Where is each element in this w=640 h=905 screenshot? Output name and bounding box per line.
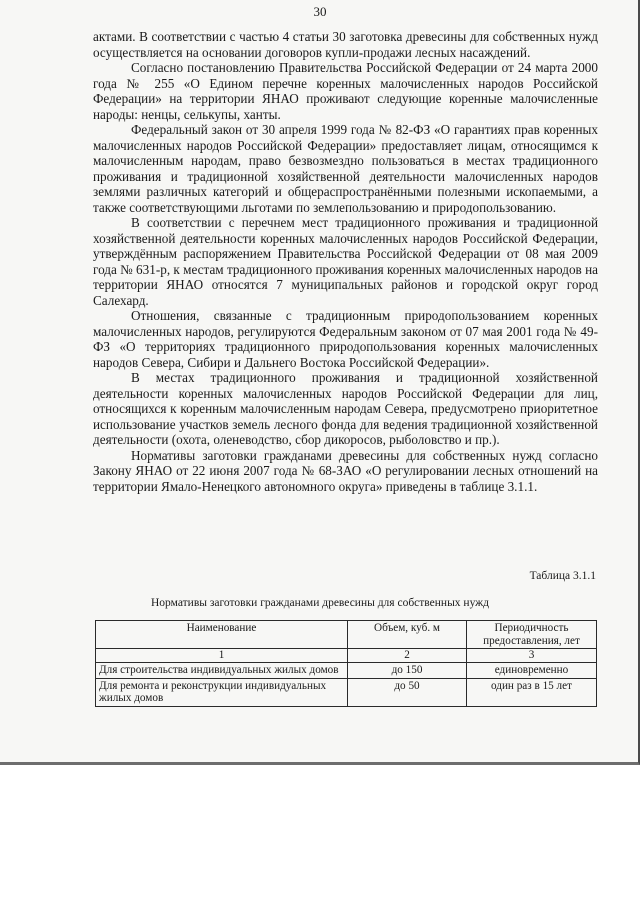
table-row: [96, 663, 597, 679]
column-number: 3: [467, 649, 597, 663]
table-cell-name: Для ремонта и реконструкции индивидуальных жилых домов: [96, 678, 348, 706]
paragraph: Отношения, связанные с традиционным природопользованием коренных малочисленных народов, регулируются Федеральным законом от 07 мая 2001 года № 49-ФЗ «О территориях традиционного природопользования коренных малочисленных народов Севера, Сибири и Дальнего Востока Российской Федерации».: [93, 308, 598, 370]
table-cell-volume: до 150: [348, 663, 467, 679]
paragraph: В соответствии с перечнем мест традиционного проживания и традиционной хозяйственной деятельности коренных малочисленных народов Российской Федерации, утверждённым распоряжением Правительства Российской Федерации от 08 мая 2009 года № 631-р, к местам традиционного проживания коренных малочисленных народов на территории ЯНАО относятся 7 муниципальных районов и городской округ город Салехард.: [93, 215, 598, 308]
column-header-volume: Объем, куб. м: [348, 621, 467, 649]
table-header-row: [96, 621, 597, 649]
table-caption: Таблица 3.1.1: [529, 570, 596, 582]
body-text: [93, 29, 598, 494]
column-number: 2: [348, 649, 467, 663]
norms-table: [95, 620, 597, 707]
column-number-row: [96, 649, 597, 663]
table-row: [96, 678, 597, 706]
paragraph: Согласно постановлению Правительства Российской Федерации от 24 марта 2000 года № 255 «О Едином перечне коренных малочисленных народов Российской Федерации» на территории ЯНАО проживают следующие коренные малочисленные народы: ненцы, селькупы, ханты.: [93, 60, 598, 122]
column-header-periodicity: Периодичность предоставления, лет: [467, 621, 597, 649]
paragraph: Нормативы заготовки гражданами древесины для собственных нужд согласно Закону ЯНАО от 22 июня 2007 года № 68-ЗАО «О регулировании лесных отношений на территории Ямало-Ненецкого автономного округа» приведены в таблице 3.1.1.: [93, 447, 598, 494]
table-cell-periodicity: один раз в 15 лет: [467, 678, 597, 706]
page-number: 30: [313, 4, 327, 19]
table-title: Нормативы заготовки гражданами древесины для собственных нужд: [151, 597, 489, 609]
table-cell-name: Для строительства индивидуальных жилых домов: [96, 663, 348, 679]
column-header-name: Наименование: [96, 621, 348, 649]
paragraph: Федеральный закон от 30 апреля 1999 года № 82-ФЗ «О гарантиях прав коренных малочисленных народов Российской Федерации» предоставляет лицам, относящимся к малочисленным народам, право безвозмездно пользоваться в местах традиционного проживания и традиционной хозяйственной деятельности малочисленных народов землями различных категорий и общераспространёнными полезными ископаемыми, а также соответствующими льготами по землепользованию и природопользованию.: [93, 122, 598, 215]
column-number: 1: [96, 649, 348, 663]
paragraph: В местах традиционного проживания и традиционной хозяйственной деятельности коренных малочисленных народов Российской Федерации для лиц, относящихся к коренным малочисленным народам Севера, предусмотрено приоритетное использование участков земель лесного фонда для ведения традиционной хозяйственной деятельности (охота, оленеводство, сбор дикоросов, рыболовство и пр.).: [93, 370, 598, 447]
paragraph: актами. В соответствии с частью 4 статьи 30 заготовка древесины для собственных нужд осуществляется на основании договоров купли-продажи лесных насаждений.: [93, 29, 598, 60]
table-cell-periodicity: единовременно: [467, 663, 597, 679]
table-cell-volume: до 50: [348, 678, 467, 706]
